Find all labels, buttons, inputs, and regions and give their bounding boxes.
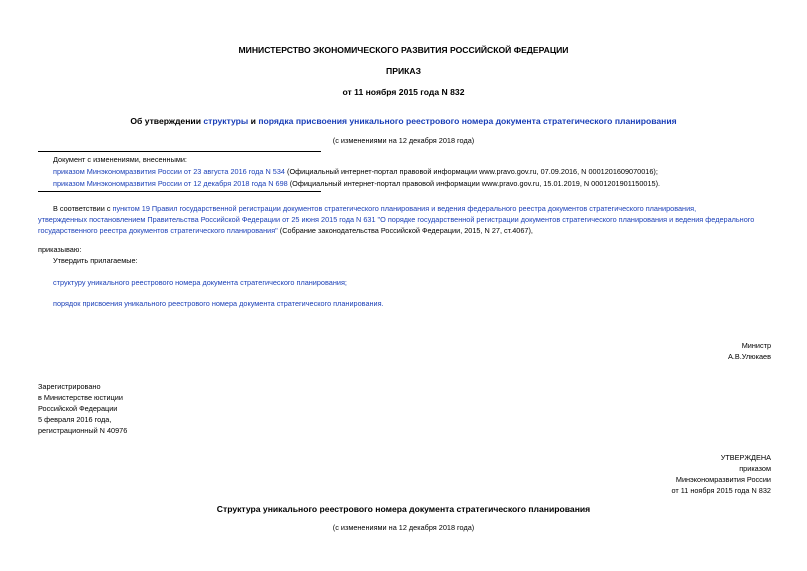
approve-text: Утвердить прилагаемые: — [53, 256, 138, 265]
title-prefix: Об утверждении — [130, 116, 204, 126]
changes-item-rest: (Официальный интернет-портал правовой информации www.pravo.gov.ru, 07.09.2016, N 0001201609070016); — [284, 167, 658, 176]
section-title: Структура уникального реестрового номера документа стратегического планирования — [216, 504, 591, 514]
changes-item-rest: (Официальный интернет-портал правовой информации www.pravo.gov.ru, 15.01.2019, N 0001201901150015). — [287, 179, 661, 188]
changes-item — [53, 179, 660, 188]
registration-line: Российской Федерации — [38, 404, 118, 413]
resolution-link-cont[interactable]: государственного реестра документов стратегического планирования" — [38, 226, 278, 235]
registration-line: в Министерстве юстиции — [38, 393, 123, 402]
body-paragraph-line2 — [38, 215, 754, 224]
registration-line: регистрационный N 40976 — [38, 426, 128, 435]
resolution-link[interactable]: утвержденных постановлением Правительства Российской Федерации от 25 июня 2015 года N 631 "О порядке государственной регистрации документов стратегического планирования и ведения федерального — [38, 215, 755, 224]
changes-link[interactable]: приказом Минэкономразвития России от 12 декабря 2018 года N 698 — [53, 179, 288, 188]
document-title — [0, 116, 807, 127]
title-mid: и — [248, 116, 259, 126]
registration-line: Зарегистрировано — [38, 382, 101, 391]
title-amended-note: (с изменениями на 12 декабря 2018 года) — [332, 136, 475, 145]
signature-position: Министр — [741, 341, 771, 350]
body-text: (Собрание законодательства Российской Федерации, 2015, N 27, ст.4067), — [277, 226, 533, 235]
changes-link[interactable]: приказом Минэкономразвития России от 23 августа 2016 года N 534 — [53, 167, 285, 176]
body-text: В соответствии с — [53, 204, 113, 213]
doc-type-heading: ПРИКАЗ — [386, 66, 421, 76]
divider-bottom — [38, 191, 321, 192]
ministry-heading: МИНИСТЕРСТВО ЭКОНОМИЧЕСКОГО РАЗВИТИЯ РОССИЙСКОЙ ФЕДЕРАЦИИ — [238, 45, 569, 55]
approved-line: УТВЕРЖДЕНА — [720, 453, 771, 462]
approved-line: приказом — [739, 464, 771, 473]
section-amended-note: (с изменениями на 12 декабря 2018 года) — [332, 523, 475, 532]
registration-line: 5 февраля 2016 года, — [38, 415, 112, 424]
changes-intro: Документ с изменениями, внесенными: — [53, 155, 187, 164]
procedure-link[interactable]: порядок присвоения уникального реестрового номера документа стратегического планирования. — [53, 299, 384, 308]
title-link-procedure[interactable]: порядка присвоения уникального реестрового номера документа стратегического планирования — [258, 116, 677, 126]
title-link-structure[interactable]: структуры — [203, 116, 249, 126]
order-word: приказываю: — [38, 245, 82, 254]
body-paragraph-line3 — [38, 226, 533, 235]
doc-date-number: от 11 ноября 2015 года N 832 — [342, 87, 465, 97]
rules-link[interactable]: пунктом 19 Правил государственной регистрации документов стратегического планирования и ведения федерального реестра документов стратегического планирования, — [112, 204, 697, 213]
changes-item — [53, 167, 658, 176]
divider-top — [38, 151, 321, 152]
signature-name: А.В.Улюкаев — [727, 352, 771, 361]
approved-line: от 11 ноября 2015 года N 832 — [671, 486, 771, 495]
approved-line: Минэкономразвития России — [675, 475, 771, 484]
structure-link[interactable]: структуру уникального реестрового номера документа стратегического планирования; — [53, 278, 347, 287]
body-paragraph-line1 — [53, 204, 696, 213]
